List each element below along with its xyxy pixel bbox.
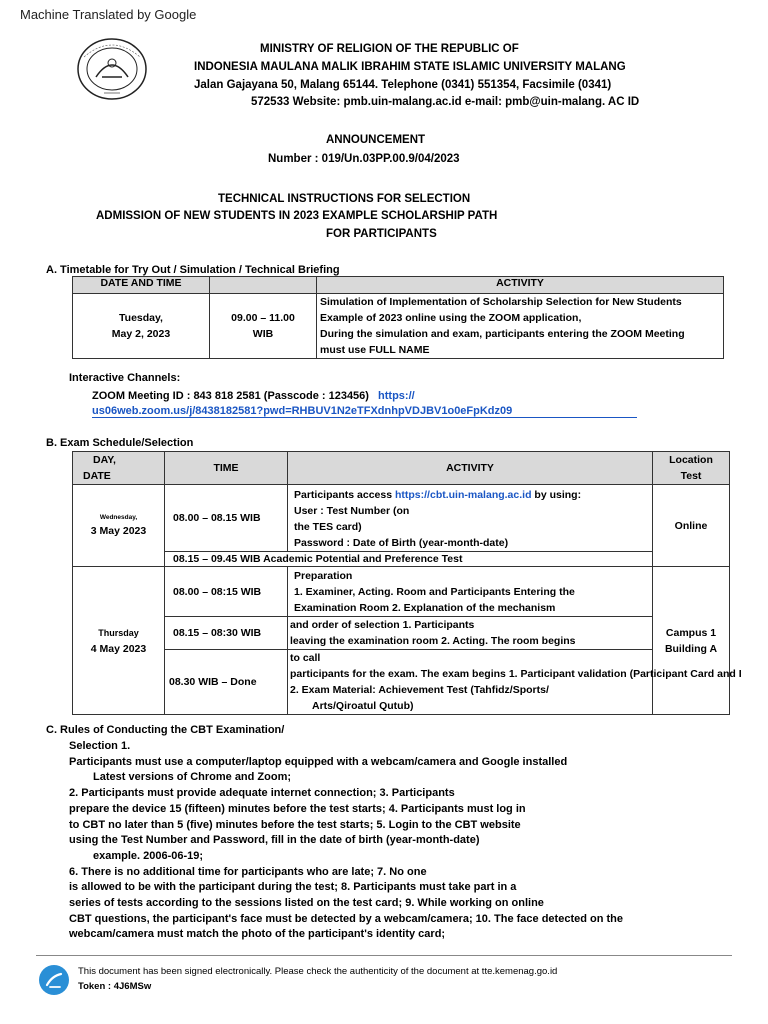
day2-weekday: Thursday [98,627,139,638]
day1-location: Online [653,485,730,567]
rule-line: prepare the device 15 (fifteen) minutes before the test starts; 4. Participants must log in [69,802,526,815]
rule-line: 2. Participants must provide adequate internet connection; 3. Participants [69,787,455,800]
header-location [653,452,730,485]
header-time: TIME [165,452,288,485]
access-line [294,487,649,503]
activity-line: Example of 2023 online using the ZOOM application, [320,312,582,324]
header-day-date [73,452,165,485]
announcement-number: Number : 019/Un.03PP.00.9/04/2023 [268,153,460,165]
day1-date: 3 May 2023 [90,524,147,537]
location-line: Campus 1 [665,626,717,639]
day2-time1: 08.00 – 08:15 WIB [165,567,288,617]
announcement-title: ANNOUNCEMENT [326,134,426,146]
table-row [73,552,730,567]
activity-line-overflow: participants for the exam. The exam begins 1. Participant validation (Participant Card and I [290,668,742,680]
ministry-line: MINISTRY OF RELIGION OF THE REPUBLIC OF [260,43,519,55]
activity-line: Password : Date of Birth (year-month-date) [294,537,509,549]
activity-line: Preparation [294,570,353,582]
instructions-title-2: ADMISSION OF NEW STUDENTS IN 2023 EXAMPLE SCHOLARSHIP PATH [96,210,498,222]
day2-cell [73,567,165,715]
access-suffix: by using: [531,489,582,501]
section-b-title: B. Exam Schedule/Selection [46,437,194,449]
rule-line: using the Test Number and Password, fill in the date of birth (year-month-date) [69,834,480,847]
e-signature-note: This document has been signed electronically. Please check the authenticity of the document at tte.kemenag.go.id [78,966,558,977]
header-location-line1: Location [669,454,713,466]
header-date: DATE [83,470,111,482]
activity-line: Arts/Qiroatul Qutub) [312,700,414,712]
activity-line: 1. Examiner, Acting. Room and Participants Entering the [294,586,575,598]
instructions-title-3: FOR PARTICIPANTS [326,228,437,240]
section-a-title: A. Timetable for Try Out / Simulation / Technical Briefing [46,264,340,276]
university-logo [76,37,148,106]
activity-line: Examination Room 2. Explanation of the mechanism [294,602,556,614]
contact-line: 572533 Website: pmb.uin-malang.ac.id e-mail: pmb@uin-malang. AC ID [251,96,640,108]
day2-activity1 [288,567,653,617]
time-zone: WIB [252,328,274,340]
rule-line: Participants must use a computer/laptop equipped with a webcam/camera and Google installed [69,755,568,768]
rule-line: webcam/camera must match the photo of the participant's identity card; [69,928,446,941]
activity-line: User : Test Number (on [294,505,410,517]
table-row [73,485,730,552]
header-date-time: DATE AND TIME [73,277,210,294]
zoom-meeting-id: ZOOM Meeting ID : 843 818 2581 (Passcode : 123456) [92,390,369,402]
header-day: DAY, [93,454,116,466]
day1-weekday: Wednesday, [99,513,138,521]
rule-line: is allowed to be with the participant during the test; 8. Participants must take part in a [69,881,517,894]
zoom-link[interactable]: us06web.zoom.us/j/8438182581?pwd=RHBUV1N2eTFXdnhpVDJBV1o0eFpKdz09 [92,405,637,418]
channels-label: Interactive Channels: [69,372,181,384]
timetable-table [72,276,724,359]
activity-line: 2. Exam Material: Achievement Test (Tahfidz/Sports/ [290,684,549,696]
day1-session2: 08.15 – 09.45 WIB Academic Potential and Preference Test [165,552,653,567]
activity-line: must use FULL NAME [320,344,430,356]
activity-line: leaving the examination room 2. Acting. The room begins [290,635,576,647]
table-row [73,650,730,715]
rule-line: example. 2006-06-19; [93,849,204,862]
day2-time3: 08.30 WIB – Done [165,650,288,715]
header-activity: ACTIVITY [288,452,653,485]
section-c-title: C. Rules of Conducting the CBT Examination/ [46,724,285,736]
activity-line: Simulation of Implementation of Scholarship Selection for New Students [320,296,682,308]
activity-line: the TES card) [294,521,362,533]
day1-cell [73,485,165,567]
day2-time2: 08.15 – 08:30 WIB [165,617,288,650]
token: Token : 4J6MSw [78,981,152,992]
exam-schedule-table [72,451,742,715]
zoom-link-prefix[interactable]: https:// [378,390,415,402]
date-day: Tuesday, [119,312,163,324]
university-line: INDONESIA MAULANA MALIK IBRAHIM STATE ISLAMIC UNIVERSITY MALANG [194,61,626,73]
e-signature-badge-icon [38,964,70,1001]
cbt-link[interactable]: https://cbt.uin-malang.ac.id [394,489,532,501]
table-row [73,567,730,617]
rule-line: to CBT no later than 5 (five) minutes before the test starts; 5. Login to the CBT website [69,818,521,831]
table-row [73,617,730,650]
day2-activity3 [288,650,742,715]
day2-location [653,567,730,715]
time-cell [210,294,317,359]
date-cell [73,294,210,359]
header-empty [210,277,317,294]
rules-list [69,739,623,943]
time-range: 09.00 – 11.00 [231,312,295,324]
day1-time: 08.00 – 08.15 WIB [165,485,288,552]
access-prefix: Participants access [294,489,395,501]
rule-line: Selection 1. [69,740,131,752]
day2-date: 4 May 2023 [90,642,147,655]
instructions-title-1: TECHNICAL INSTRUCTIONS FOR SELECTION [218,193,471,205]
location-line: Building A [664,642,718,655]
translation-watermark: Machine Translated by Google [20,7,197,22]
date-value: May 2, 2023 [111,328,171,340]
activity-line: During the simulation and exam, participants entering the ZOOM Meeting [320,328,685,340]
day1-activity [288,485,653,552]
activity-line: to call [290,652,321,664]
zoom-meeting-info [92,390,415,402]
activity-cell [317,294,724,359]
rule-line: 6. There is no additional time for participants who are late; 7. No one [69,865,427,878]
footer-divider [36,955,732,956]
activity-line: and order of selection 1. Participants [290,619,475,631]
address-line: Jalan Gajayana 50, Malang 65144. Telephone (0341) 551354, Facsimile (0341) [194,79,612,91]
day2-activity2 [288,617,653,650]
rule-line: Latest versions of Chrome and Zoom; [93,771,292,784]
rule-line: series of tests according to the sessions listed on the test card; 9. While working on online [69,897,544,910]
header-location-line2: Test [680,470,702,482]
table-row [73,294,724,359]
rule-line: CBT questions, the participant's face must be detected by a webcam/camera; 10. The face detected on the [69,912,623,925]
header-activity: ACTIVITY [317,277,724,294]
